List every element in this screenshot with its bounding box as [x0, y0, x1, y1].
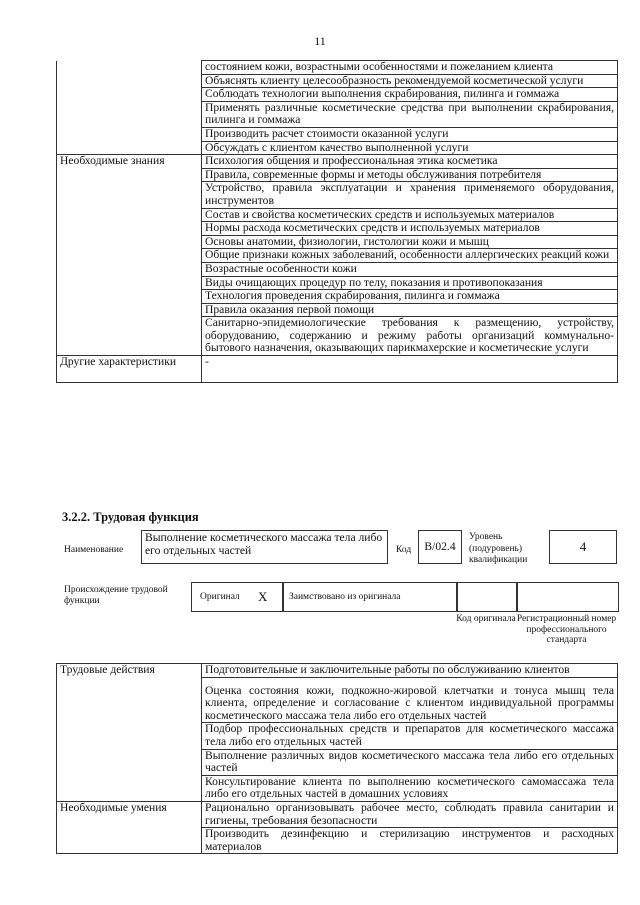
knowledge-item: Правила, современные формы и методы обслуживания потребителя [202, 168, 618, 182]
action-item: Подбор профессиональных средств и препаратов для косметического массажа тела либо его отдельных частей [202, 723, 618, 749]
skill-item: Обсуждать с клиентом качество выполненной услуги [202, 141, 618, 155]
skill-item: Рационально организовывать рабочее место, соблюдать правила санитарии и гигиены, требования безопасности [202, 801, 618, 827]
knowledge-item: Психология общения и профессиональная этика косметика [202, 155, 618, 169]
knowledge-item: Состав и свойства косметических средств и используемых материалов [202, 208, 618, 222]
code-original-label: Код оригинала [456, 614, 516, 624]
original-label: Оригинал [200, 592, 240, 602]
action-item: Подготовительные и заключительные работы по обслуживанию клиентов [202, 664, 618, 678]
skill-item: Применять различные косметические средства при выполнении скрабирования, пилинга и гоммажа [202, 101, 618, 127]
name-label: Наименование [64, 545, 124, 555]
skill-item: Производить дезинфекцию и стерилизацию инструментов и расходных материалов [202, 828, 618, 854]
knowledge-item: Виды очищающих процедур по телу, показания и противопоказания [202, 276, 618, 290]
top-requirements-table [56, 60, 618, 383]
knowledge-item: Нормы расхода косметических средств и используемых материалов [202, 222, 618, 236]
labor-actions-label: Трудовые действия [57, 664, 202, 802]
skills-label-cell [57, 61, 202, 155]
skill-item: Объяснять клиенту целесообразность рекомендуемой косметической услуги [202, 74, 618, 88]
action-item: Оценка состояния кожи, подкожно-жировой клетчатки и тонуса мышц тела клиента, определение и согласование с клиентом индивидуальной программы косметического массажа тела либо его отдельных частей [202, 677, 618, 723]
skill-item: Производить расчет стоимости оказанной услуги [202, 127, 618, 141]
code-label: Код [396, 545, 412, 555]
borrowed-cell [282, 582, 458, 612]
knowledge-item: Устройство, правила эксплуатации и хранения применяемого оборудования, инструментов [202, 182, 618, 208]
knowledge-item: Технология проведения скрабирования, пилинга и гоммажа [202, 290, 618, 304]
skill-item: Соблюдать технологии выполнения скрабирования, пилинга и гоммажа [202, 88, 618, 102]
page-number: 11 [314, 34, 326, 48]
original-mark: X [258, 589, 268, 604]
origin-label: Происхождение трудовой функции [64, 585, 168, 606]
skill-item: состоянием кожи, возрастными особенностями и пожеланием клиента [202, 61, 618, 75]
other-characteristics-label: Другие характеристики [57, 356, 202, 383]
other-characteristics-value: - [202, 356, 618, 383]
level-label: Уровень (подуровень) квалификации [469, 532, 528, 565]
reg-number-label: Регистрационный номер профессионального стандарта [516, 614, 617, 645]
borrowed-label: Заимствовано из оригинала [289, 592, 401, 602]
knowledge-label: Необходимые знания [57, 155, 202, 356]
action-item: Консультирование клиента по выполнению косметического самомассажа тела либо его отдельных частей в домашних условиях [202, 775, 618, 801]
action-item: Выполнение различных видов косметического массажа тела либо его отдельных частей [202, 749, 618, 775]
knowledge-item: Возрастные особенности кожи [202, 262, 618, 276]
level-value: 4 [549, 530, 617, 564]
knowledge-item: Основы анатомии, физиологии, гистологии кожи и мышц [202, 235, 618, 249]
function-name-value: Выполнение косметического массажа тела либо его отдельных частей [141, 530, 388, 564]
labor-actions-table [56, 663, 618, 854]
original-cell [191, 582, 284, 612]
knowledge-item: Санитарно-эпидемиологические требования к размещению, устройству, оборудованию, содержанию и режиму работы организаций коммунально-бытового назначения, оказывающих парикмахерские и косметические услуги [202, 317, 618, 356]
knowledge-item: Общие признаки кожных заболеваний, особенности аллергических реакций кожи [202, 249, 618, 263]
function-code-value: B/02.4 [418, 530, 462, 564]
skills-label: Необходимые умения [57, 801, 202, 853]
section-title: 3.2.2. Трудовая функция [62, 510, 199, 524]
reg-number-cell [516, 582, 619, 612]
code-original-cell [456, 582, 518, 612]
knowledge-item: Правила оказания первой помощи [202, 303, 618, 317]
